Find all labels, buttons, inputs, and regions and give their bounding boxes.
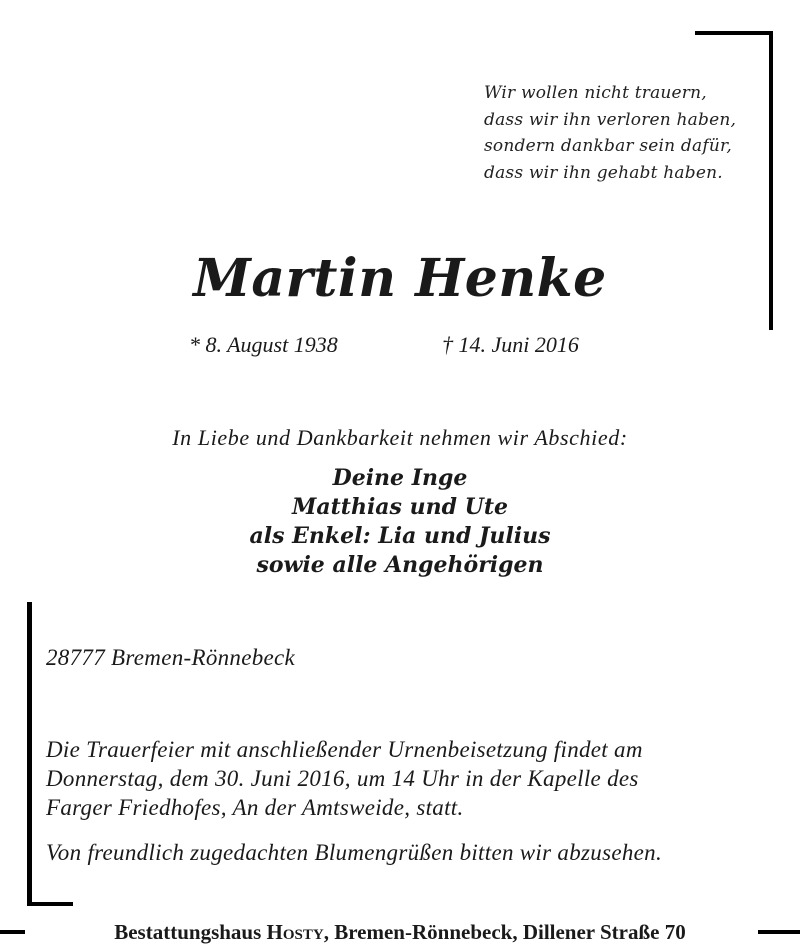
- frame-top-right-horizontal: [695, 31, 773, 35]
- birth-date: * 8. August 1938: [189, 332, 338, 357]
- service-details: [46, 735, 643, 822]
- quote-line: sondern dankbar sein dafür,: [484, 136, 733, 156]
- quote-line: dass wir ihn gehabt haben.: [484, 162, 723, 183]
- mourners-list: [0, 464, 800, 580]
- deceased-name: Martin Henke: [193, 248, 607, 309]
- flowers-note: Von freundlich zugedachten Blumengrüßen bitten wir abzusehen.: [46, 840, 662, 865]
- funeral-home-footer: [0, 920, 800, 945]
- farewell-intro: In Liebe und Dankbarkeit nehmen wir Abschied:: [172, 425, 628, 450]
- footer-address: , Bremen-Rönnebeck, Dillener Straße 70: [323, 920, 686, 944]
- footer-prefix: Bestattungshaus: [114, 920, 267, 944]
- quote-line: Wir wollen nicht trauern,: [484, 83, 707, 103]
- location: 28777 Bremen-Rönnebeck: [46, 645, 296, 670]
- service-line: Donnerstag, dem 30. Juni 2016, um 14 Uhr in der Kapelle des: [46, 766, 639, 791]
- frame-left-vertical: [27, 602, 32, 906]
- quote-line: dass wir ihn verloren haben,: [484, 109, 737, 130]
- service-line: Farger Friedhofes, An der Amtsweide, statt.: [46, 795, 464, 820]
- frame-bottom-left-horizontal: [27, 902, 73, 906]
- memorial-quote: [484, 80, 736, 186]
- mourner: als Enkel: Lia und Julius: [249, 523, 551, 549]
- mourner: Matthias und Ute: [292, 494, 508, 520]
- service-line: Die Trauerfeier mit anschließender Urnenbeisetzung findet am: [46, 737, 643, 762]
- mourner: Deine Inge: [332, 465, 468, 491]
- funeral-home-brand: Hosty: [266, 920, 324, 944]
- death-date: † 14. Juni 2016: [442, 332, 579, 357]
- mourner: sowie alle Angehörigen: [256, 552, 544, 578]
